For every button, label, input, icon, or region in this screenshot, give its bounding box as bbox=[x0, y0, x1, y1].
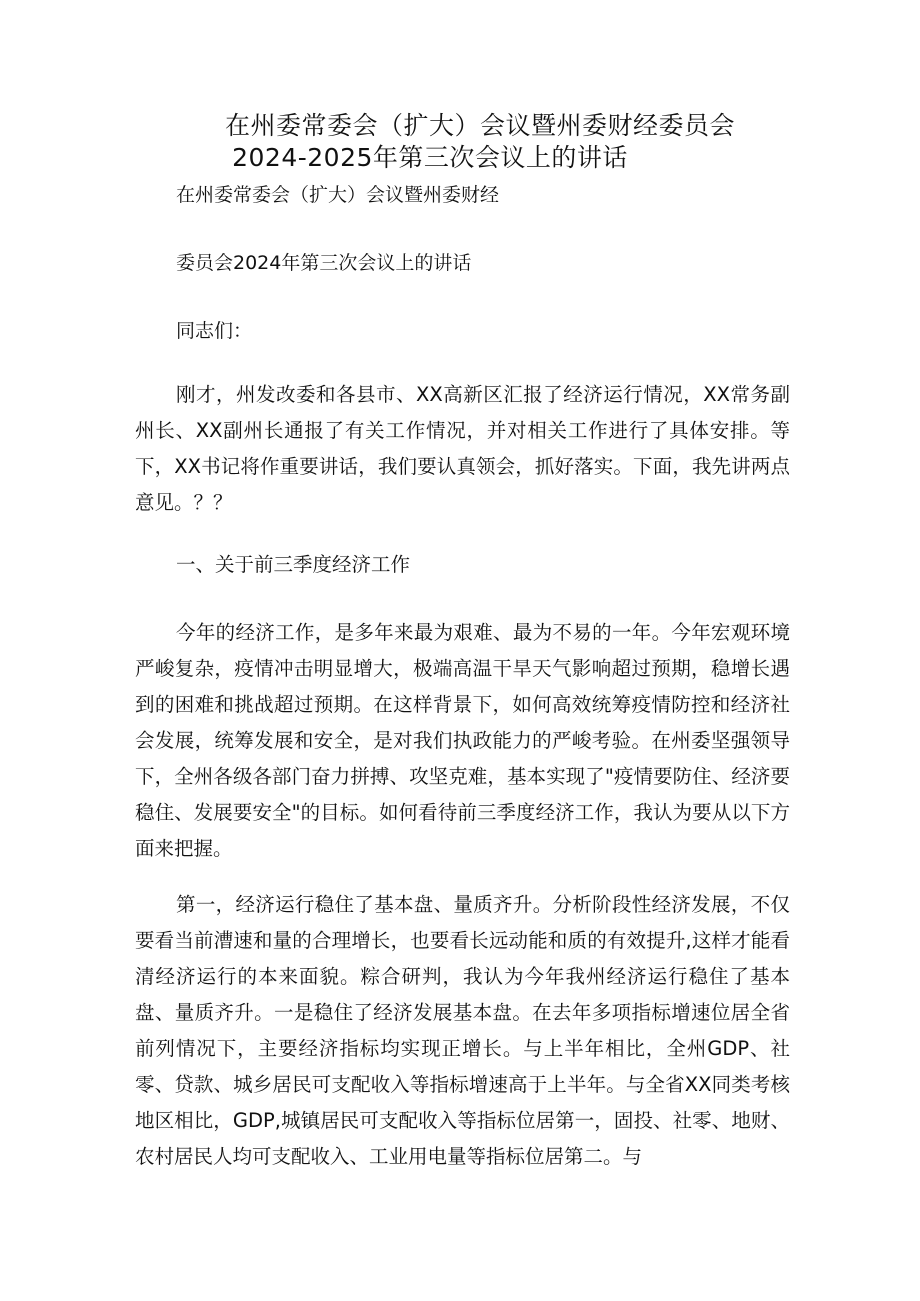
subtitle-line-2: 委员会2024年第三次会议上的讲话 bbox=[176, 252, 472, 274]
document-title-line-1: 在州委常委会（扩大）会议暨州委财经委员会 bbox=[224, 111, 735, 140]
document-title-line-2: 2024-2025年第三次会议上的讲话 bbox=[232, 143, 628, 172]
subtitle-line-1: 在州委常委会（扩大）会议暨州委财经 bbox=[176, 184, 500, 206]
salutation: 同志们： bbox=[176, 320, 253, 342]
paragraph-section-1: 今年的经济工作，是多年来最为艰难、最为不易的一年。今年宏观环境严峻复杂，疫情冲击明显增大，极端高温干旱天气影响超过预期，稳增长遇到的困难和挑战超过预期。在这样背景下，如何高效统筹疫情防控和经济社会发展，统筹发展和安全，是对我们执政能力的严峻考验。在州委坚强领导下，全州各级各部门奋力拼搏、攻坚克难，基本实现了"疫情要防住、经济要稳住、发展要安全"的目标。如何看待前三季度经济工作，我认为要从以下方面来把握。 bbox=[135, 621, 790, 860]
section-heading-1: 一、关于前三季度经济工作 bbox=[176, 553, 411, 576]
paragraph-first-point: 第一，经济运行稳住了基本盘、量质齐升。分析阶段性经济发展，不仅要看当前漕速和量的合理增长，也要看长远动能和质的有效提升,这样才能看清经济运行的本来面貌。粽合研判，我认为今年我州经济运行稳住了基本盘、量质齐升。一是稳住了经济发展基本盘。在去年多项指标增速位居全省前列情况下，主要经济指标均实现正增长。与上半年相比，全州GDP、社零、贷款、城乡居民可支配收入等指标增速高于上半年。与全省XX同类考核地区相比，GDP,城镇居民可支配收入等指标位居第一，固投、社零、地财、农村居民人均可支配收入、工业用电量等指标位居第二。与 bbox=[135, 893, 790, 1168]
paragraph-opening: 刚才，州发改委和各县市、XX高新区汇报了经济运行情况，XX常务副州长、XX副州长通报了有关工作情况，并对相关工作进行了具体安排。等下，XX书记将作重要讲话，我们要认真领会，抓好落实。下面，我先讲两点意见。？？ bbox=[135, 383, 790, 514]
